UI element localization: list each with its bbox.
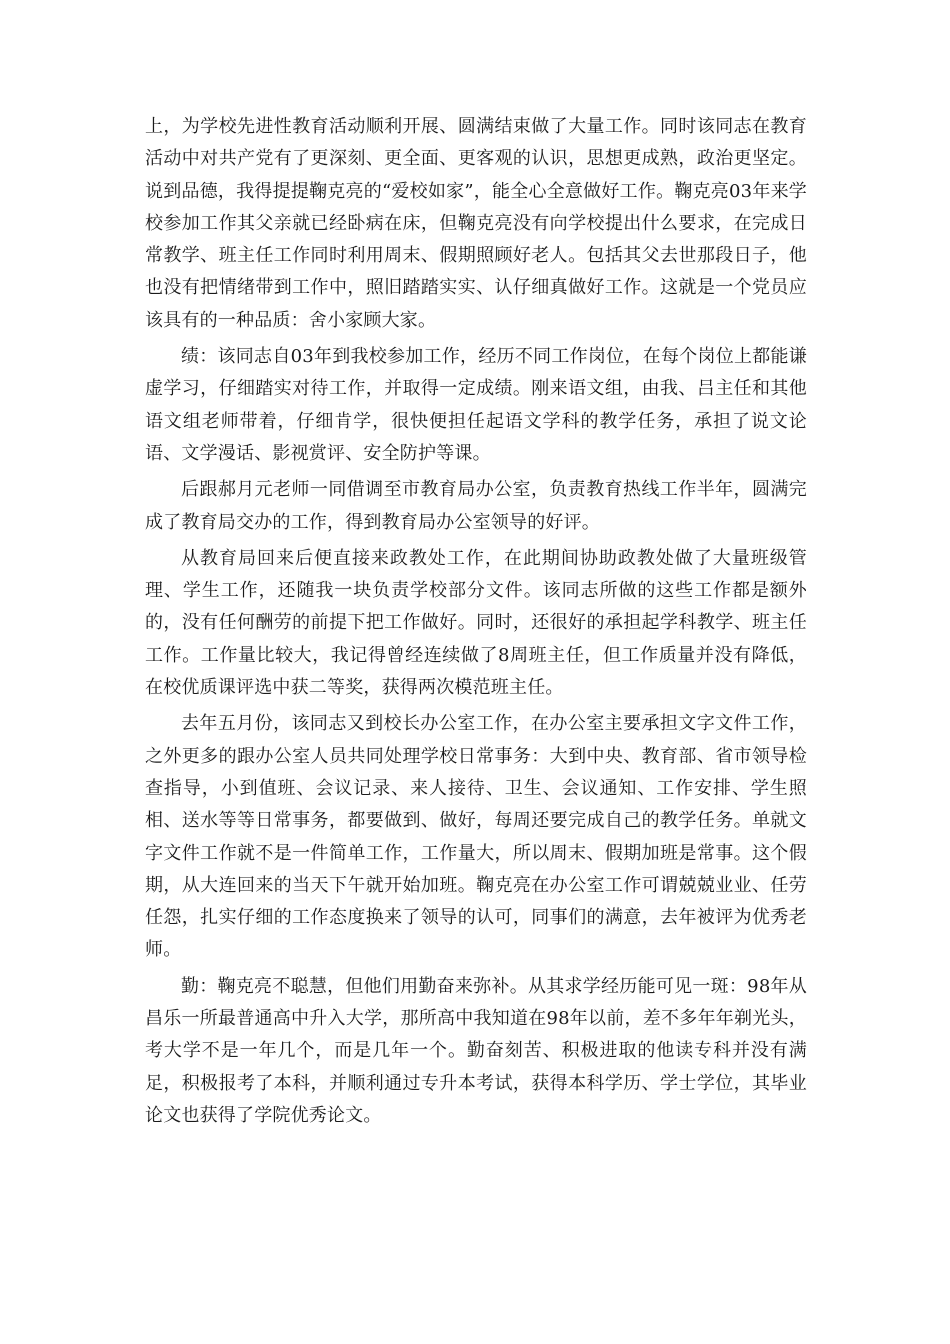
paragraph-3: 后跟郝月元老师一同借调至市教育局办公室，负责教育热线工作半年，圆满完成了教育局交办的工作，得到教育局办公室领导的好评。 [145, 479, 807, 533]
paragraph-4: 从教育局回来后便直接来政教处工作，在此期间协助政教处做了大量班级管理、学生工作，还随我一块负责学校部分文件。该同志所做的这些工作都是额外的，没有任何酬劳的前提下把工作做好。同时，还很好的承担起学科教学、班主任工作。工作量比较大，我记得曾经连续做了8周班主任，但工作质量并没有降低，在校优质课评选中获二等奖，获得两次模范班主任。 [145, 547, 807, 699]
paragraph-2: 绩：该同志自03年到我校参加工作，经历不同工作岗位，在每个岗位上都能谦虚学习，仔细踏实对待工作，并取得一定成绩。刚来语文组，由我、吕主任和其他语文组老师带着，仔细肯学，很快便担任起语文学科的教学任务，承担了说文论语、文学漫话、影视赏评、安全防护等课。 [145, 346, 807, 464]
paragraph-1: 上，为学校先进性教育活动顺利开展、圆满结束做了大量工作。同时该同志在教育活动中对共产党有了更深刻、更全面、更客观的认识，思想更成熟，政治更坚定。说到品德，我得提提鞠克亮的“爱校如家”，能全心全意做好工作。鞠克亮03年来学校参加工作其父亲就已经卧病在床，但鞠克亮没有向学校提出什么要求，在完成日常教学、班主任工作同时利用周末、假期照顾好老人。包括其父去世那段日子，他也没有把情绪带到工作中，照旧踏踏实实、认仔细真做好工作。这就是一个党员应该具有的一种品质：舍小家顾大家。 [145, 116, 807, 331]
document-body [145, 111, 807, 1136]
paragraph-5: 去年五月份，该同志又到校长办公室工作，在办公室主要承担文字文件工作，之外更多的跟办公室人员共同处理学校日常事务：大到中央、教育部、省市领导检查指导，小到值班、会议记录、来人接待、卫生、会议通知、工作安排、学生照相、送水等等日常事务，都要做到、做好，每周还要完成自己的教学任务。单就文字文件工作就不是一件简单工作，工作量大，所以周末、假期加班是常事。这个假期，从大连回来的当天下午就开始加班。鞠克亮在办公室工作可谓兢兢业业、任劳任怨，扎实仔细的工作态度换来了领导的认可，同事们的满意，去年被评为优秀老师。 [145, 713, 807, 961]
paragraph-6: 勤：鞠克亮不聪慧，但他们用勤奋来弥补。从其求学经历能可见一斑：98年从昌乐一所最普通高中升入大学，那所高中我知道在98年以前，差不多年年剃光头，考大学不是一年几个，而是几年一个。勤奋刻苦、积极进取的他读专科并没有满足，积极报考了本科，并顺利通过专升本考试，获得本科学历、学士学位，其毕业论文也获得了学院优秀论文。 [145, 975, 807, 1126]
